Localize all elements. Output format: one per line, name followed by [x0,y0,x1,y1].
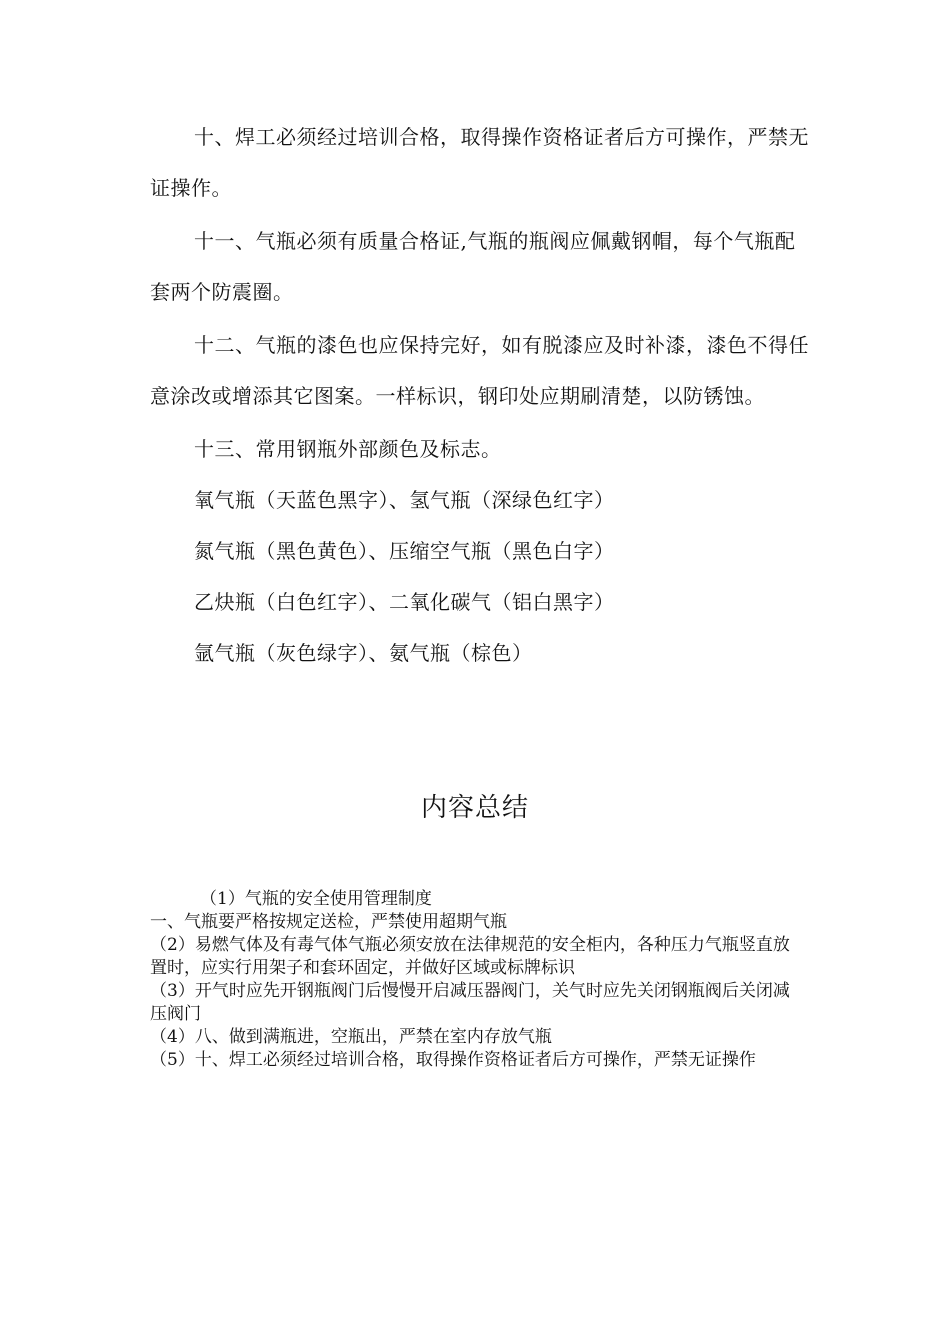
cylinder-color-line: 氧气瓶（天蓝色黑字）、氢气瓶（深绿色红字） [194,488,615,512]
paragraph-13: 十三、常用钢瓶外部颜色及标志。 [194,437,502,461]
summary-line: （5）十、焊工必须经过培训合格，取得操作资格证者后方可操作，严禁无证操作 [150,1050,756,1070]
paragraph-10: 十、焊工必须经过培训合格，取得操作资格证者后方可操作，严禁无证操作。 [150,125,809,200]
paragraph-11: 十一、气瓶必须有质量合格证,气瓶的瓶阀应佩戴钢帽，每个气瓶配套两个防震圈。 [150,229,796,304]
summary-title: 内容总结 [420,793,529,823]
cylinder-color-line: 氮气瓶（黑色黄色）、压缩空气瓶（黑色白字） [194,539,615,563]
summary-line: （1）气瓶的安全使用管理制度 [200,889,432,909]
paragraph-12: 十二、气瓶的漆色也应保持完好，如有脱漆应及时补漆，漆色不得任意涂改或增添其它图案。一样标识，钢印处应期刷清楚，以防锈蚀。 [150,333,809,408]
cylinder-color-line: 乙炔瓶（白色红字）、二氧化碳气（铝白黑字） [194,590,615,614]
summary-line: （4）八、做到满瓶进，空瓶出，严禁在室内存放气瓶 [150,1027,552,1047]
summary-line: （2）易燃气体及有毒气体气瓶必须安放在法律规范的安全柜内，各种压力气瓶竖直放置时，应实行用架子和套环固定，并做好区域或标牌标识 [150,935,790,978]
cylinder-color-line: 氩气瓶（灰色绿字）、氨气瓶（棕色） [194,641,533,665]
summary-line: 一、气瓶要严格按规定送检，严禁使用超期气瓶 [150,912,507,932]
summary-section [150,888,800,1072]
summary-line: （3）开气时应先开钢瓶阀门后慢慢开启减压器阀门，关气时应先关闭钢瓶阀后关闭减压阀门 [150,981,790,1024]
regulation-body [150,112,810,679]
